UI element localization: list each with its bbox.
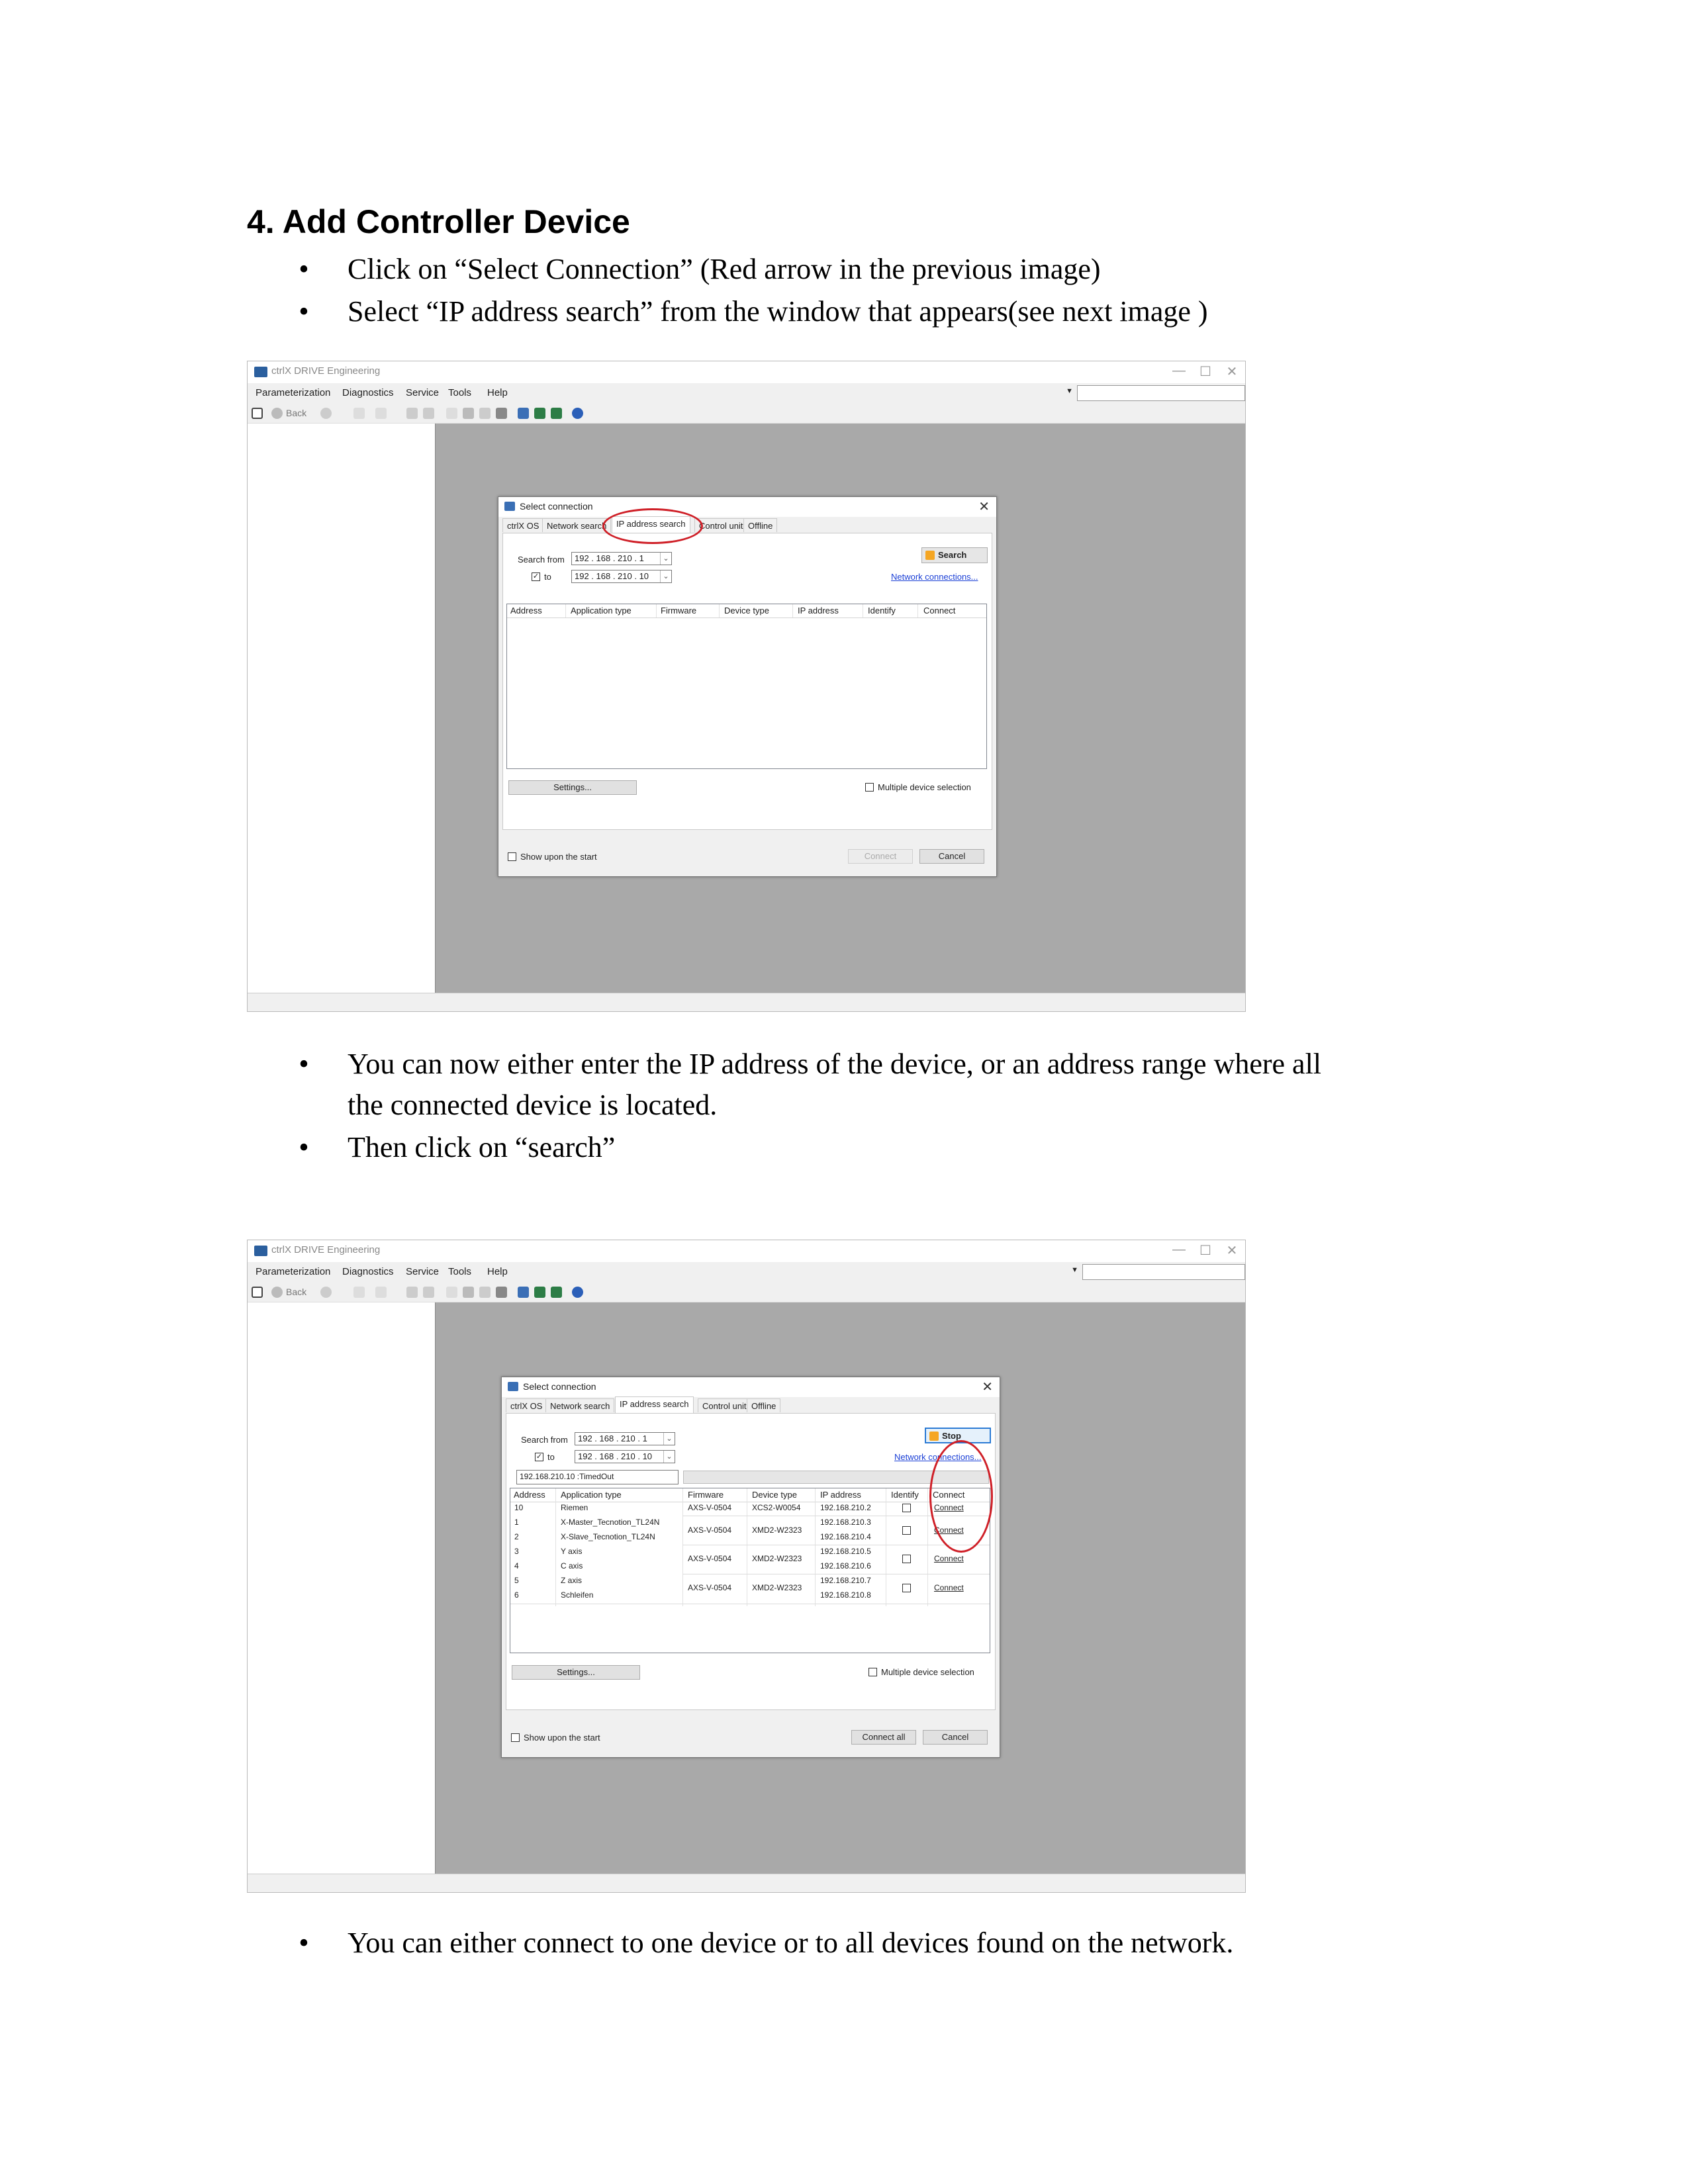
- grid-icon[interactable]: [496, 1287, 507, 1298]
- back-icon[interactable]: [271, 1287, 283, 1298]
- tab-ip-address-search[interactable]: IP address search: [612, 516, 690, 533]
- chevron-down-icon[interactable]: ⌄: [663, 1451, 675, 1463]
- column-connect[interactable]: Connect: [933, 1490, 965, 1500]
- window-titlebar: [248, 1240, 1245, 1262]
- search-to-value: 192 . 168 . 210 . 10: [575, 571, 649, 581]
- column-identify[interactable]: Identify: [891, 1490, 919, 1500]
- menu-bar: [248, 383, 1245, 403]
- cell-firmware: AXS-V-0504: [688, 1554, 732, 1563]
- column-divider: [815, 1488, 816, 1606]
- address-input[interactable]: [1082, 1264, 1245, 1280]
- identify-checkbox[interactable]: [902, 1584, 911, 1592]
- column-divider: [555, 1488, 556, 1606]
- column-application-type[interactable]: Application type: [561, 1490, 622, 1500]
- cell-application-type: Y axis: [561, 1547, 583, 1556]
- identify-checkbox[interactable]: [902, 1504, 911, 1512]
- column-connect[interactable]: Connect: [923, 606, 956, 615]
- column-firmware[interactable]: Firmware: [688, 1490, 724, 1500]
- arrow-icon[interactable]: [353, 1287, 365, 1298]
- select-connection-dialog: [498, 496, 997, 877]
- dialog-title: Select connection: [520, 501, 593, 512]
- status-bar: [248, 993, 1245, 1011]
- identify-checkbox[interactable]: [902, 1526, 911, 1535]
- menu-help[interactable]: Help: [487, 1266, 508, 1277]
- dialog-title: Select connection: [523, 1381, 596, 1392]
- tab-network-search[interactable]: Network search: [542, 518, 611, 532]
- bullet-dot: •: [299, 1927, 309, 1959]
- cell-ip-address: 192.168.210.4: [820, 1532, 871, 1541]
- bullet-dot: •: [299, 1048, 309, 1080]
- multiple-selection-label: Multiple device selection: [878, 782, 971, 792]
- section-heading: 4. Add Controller Device: [247, 203, 630, 240]
- menu-tools[interactable]: Tools: [448, 1266, 472, 1277]
- app-logo-icon: [254, 367, 267, 377]
- window-title: ctrlX DRIVE Engineering: [271, 1244, 381, 1255]
- cell-address: 3: [514, 1547, 519, 1556]
- connection-icon: [508, 1382, 518, 1391]
- app-window-screenshot-1: [247, 361, 1246, 1012]
- cell-address: 1: [514, 1518, 519, 1527]
- cell-address: 2: [514, 1532, 519, 1541]
- dialog-titlebar: [498, 497, 996, 517]
- menu-service[interactable]: Service: [406, 1266, 440, 1277]
- table-icon[interactable]: [479, 1287, 491, 1298]
- column-address[interactable]: Address: [514, 1490, 545, 1500]
- window-titlebar: [248, 361, 1245, 383]
- connect-icon[interactable]: [551, 408, 562, 419]
- status-bar: [248, 1874, 1245, 1892]
- search-to-value: 192 . 168 . 210 . 10: [578, 1451, 653, 1461]
- back-icon[interactable]: [271, 408, 283, 419]
- cell-address: 4: [514, 1561, 519, 1570]
- connect-link[interactable]: Connect: [934, 1525, 964, 1535]
- back-button[interactable]: Back: [286, 1287, 307, 1297]
- cell-application-type: X-Slave_Tecnotion_TL24N: [561, 1532, 655, 1541]
- tab-control-unit[interactable]: Control unit: [694, 518, 747, 532]
- search-button-label: Search: [938, 550, 967, 560]
- annotation-ring: [602, 508, 703, 544]
- online-icon[interactable]: [534, 408, 545, 419]
- search-from-input[interactable]: [571, 552, 672, 565]
- new-window-icon[interactable]: [252, 408, 263, 419]
- forward-icon[interactable]: [320, 408, 332, 419]
- tab-ctrlx-os[interactable]: ctrlX OS: [502, 518, 543, 532]
- search-icon: [925, 551, 935, 560]
- column-firmware[interactable]: Firmware: [661, 606, 697, 615]
- cancel-button[interactable]: Cancel: [919, 849, 984, 864]
- minimize-button[interactable]: —: [1172, 1242, 1186, 1257]
- upload-icon[interactable]: [406, 408, 418, 419]
- grid-header: [507, 604, 986, 618]
- online-icon[interactable]: [534, 1287, 545, 1298]
- column-divider: [917, 604, 918, 617]
- back-button[interactable]: Back: [286, 408, 307, 418]
- tab-offline[interactable]: Offline: [747, 1398, 780, 1412]
- cell-address: 5: [514, 1576, 519, 1585]
- cell-application-type: Riemen: [561, 1503, 588, 1512]
- network-connections-link[interactable]: Network connections...: [894, 1452, 982, 1462]
- cell-ip-address: 192.168.210.5: [820, 1547, 871, 1556]
- to-label: to: [547, 1452, 555, 1462]
- cell-device-type: XCS2-W0054: [752, 1503, 801, 1512]
- column-identify[interactable]: Identify: [868, 606, 896, 615]
- column-address[interactable]: Address: [510, 606, 542, 615]
- chevron-down-icon[interactable]: ▼: [1066, 387, 1073, 395]
- close-window-button[interactable]: ✕: [1226, 365, 1238, 379]
- minimize-button[interactable]: —: [1172, 363, 1186, 378]
- bullet-text: Then click on “search”: [348, 1131, 616, 1163]
- connect-link[interactable]: Connect: [934, 1554, 964, 1563]
- chevron-down-icon[interactable]: ⌄: [660, 553, 671, 565]
- column-divider: [927, 1488, 928, 1606]
- help-icon[interactable]: [572, 1287, 583, 1298]
- cell-device-type: XMD2-W2323: [752, 1525, 802, 1535]
- connect-icon[interactable]: [551, 1287, 562, 1298]
- tab-network-search[interactable]: Network search: [545, 1398, 614, 1412]
- close-icon[interactable]: ✕: [978, 500, 990, 514]
- search-from-label: Search from: [518, 555, 565, 565]
- search-button[interactable]: [921, 547, 988, 563]
- to-checkbox[interactable]: ✓: [536, 1453, 543, 1461]
- maximize-button[interactable]: ☐: [1199, 1244, 1211, 1258]
- cell-address: 6: [514, 1590, 519, 1600]
- stop-icon: [929, 1432, 939, 1441]
- arrow-icon[interactable]: [353, 408, 365, 419]
- column-device-type[interactable]: Device type: [752, 1490, 797, 1500]
- chevron-down-icon[interactable]: ▼: [1071, 1266, 1078, 1274]
- show-on-start-checkbox[interactable]: [511, 1733, 520, 1742]
- cell-firmware: AXS-V-0504: [688, 1503, 732, 1512]
- upload-icon[interactable]: [406, 1287, 418, 1298]
- connect-button[interactable]: Connect: [848, 849, 913, 864]
- cancel-button[interactable]: Cancel: [923, 1730, 988, 1745]
- connection-icon: [504, 502, 515, 511]
- select-connection-dialog: [501, 1377, 1000, 1758]
- menu-service[interactable]: Service: [406, 387, 440, 398]
- tab-panel: [506, 1413, 996, 1710]
- connect-all-button[interactable]: Connect all: [851, 1730, 916, 1745]
- column-divider: [565, 604, 566, 617]
- bullet-dot: •: [299, 295, 309, 328]
- network-connections-link[interactable]: Network connections...: [891, 572, 978, 582]
- multiple-selection-checkbox[interactable]: [865, 783, 874, 792]
- cell-address: 10: [514, 1503, 524, 1512]
- dialog-titlebar: [502, 1377, 1000, 1397]
- star-icon[interactable]: [446, 1287, 457, 1298]
- bullet-text: Select “IP address search” from the window that appears(see next image ): [348, 295, 1208, 328]
- search-icon[interactable]: [463, 1287, 474, 1298]
- bullet-text: Click on “Select Connection” (Red arrow in the previous image): [348, 253, 1101, 285]
- stop-button-label: Stop: [942, 1431, 961, 1441]
- cell-device-type: XMD2-W2323: [752, 1583, 802, 1592]
- menu-diagnostics[interactable]: Diagnostics: [342, 1266, 394, 1277]
- app-window-screenshot-2: [247, 1240, 1246, 1893]
- arrow-icon[interactable]: [375, 1287, 387, 1298]
- tab-ip-address-search[interactable]: IP address search: [615, 1396, 694, 1413]
- navigation-pane: [248, 424, 436, 993]
- address-input[interactable]: [1077, 385, 1245, 401]
- bullet-text: the connected device is located.: [348, 1089, 718, 1121]
- search-status-field: 192.168.210.10 :TimedOut: [516, 1470, 679, 1484]
- multiple-selection-label: Multiple device selection: [881, 1667, 974, 1677]
- identify-checkbox[interactable]: [902, 1555, 911, 1563]
- cell-firmware: AXS-V-0504: [688, 1583, 732, 1592]
- search-from-value: 192 . 168 . 210 . 1: [578, 1433, 647, 1443]
- column-ip-address[interactable]: IP address: [820, 1490, 861, 1500]
- chevron-down-icon[interactable]: ⌄: [660, 570, 671, 582]
- chevron-down-icon[interactable]: ⌄: [663, 1433, 675, 1445]
- results-grid[interactable]: [510, 1488, 990, 1653]
- menu-help[interactable]: Help: [487, 387, 508, 398]
- cell-device-type: XMD2-W2323: [752, 1554, 802, 1563]
- grid-header: [510, 1488, 990, 1502]
- show-on-start-label: Show upon the start: [524, 1733, 600, 1743]
- cell-application-type: C axis: [561, 1561, 583, 1570]
- cell-ip-address: 192.168.210.6: [820, 1561, 871, 1570]
- settings-button[interactable]: Settings...: [512, 1665, 640, 1680]
- cell-application-type: Z axis: [561, 1576, 583, 1585]
- maximize-button[interactable]: ☐: [1199, 365, 1211, 379]
- multiple-selection-checkbox[interactable]: [868, 1668, 877, 1676]
- cell-ip-address: 192.168.210.3: [820, 1518, 871, 1527]
- cell-application-type: X-Master_Tecnotion_TL24N: [561, 1518, 660, 1527]
- cell-firmware: AXS-V-0504: [688, 1525, 732, 1535]
- download-icon[interactable]: [423, 408, 434, 419]
- tab-control-unit[interactable]: Control unit: [698, 1398, 751, 1412]
- column-application-type[interactable]: Application type: [571, 606, 632, 615]
- search-from-label: Search from: [521, 1435, 568, 1445]
- select-connection-icon[interactable]: [518, 1287, 529, 1298]
- column-divider: [719, 604, 720, 617]
- menu-diagnostics[interactable]: Diagnostics: [342, 387, 394, 398]
- cell-ip-address: 192.168.210.2: [820, 1503, 871, 1512]
- navigation-pane: [248, 1302, 436, 1874]
- search-icon[interactable]: [463, 408, 474, 419]
- to-checkbox[interactable]: ✓: [532, 572, 539, 580]
- help-icon[interactable]: [572, 408, 583, 419]
- search-to-input[interactable]: [571, 570, 672, 583]
- cell-application-type: Schleifen: [561, 1590, 594, 1600]
- app-logo-icon: [254, 1246, 267, 1256]
- forward-icon[interactable]: [320, 1287, 332, 1298]
- close-window-button[interactable]: ✕: [1226, 1244, 1238, 1258]
- menu-bar: [248, 1262, 1245, 1282]
- cell-ip-address: 192.168.210.7: [820, 1576, 871, 1585]
- bullet-text: You can now either enter the IP address of the device, or an address range where all: [348, 1048, 1322, 1080]
- column-divider: [656, 604, 657, 617]
- search-to-input[interactable]: [575, 1450, 675, 1463]
- table-icon[interactable]: [479, 408, 491, 419]
- bullet-dot: •: [299, 1131, 309, 1163]
- bullet-dot: •: [299, 253, 309, 285]
- arrow-icon[interactable]: [375, 408, 387, 419]
- to-label: to: [544, 572, 551, 582]
- tab-panel: [502, 533, 992, 830]
- results-grid[interactable]: [506, 604, 987, 769]
- menu-parameterization[interactable]: Parameterization: [256, 387, 331, 398]
- tab-offline[interactable]: Offline: [743, 518, 777, 532]
- column-device-type[interactable]: Device type: [724, 606, 769, 615]
- toolbar: [248, 403, 1245, 424]
- column-ip-address[interactable]: IP address: [798, 606, 839, 615]
- grid-icon[interactable]: [496, 408, 507, 419]
- download-icon[interactable]: [423, 1287, 434, 1298]
- menu-parameterization[interactable]: Parameterization: [256, 1266, 331, 1277]
- connect-link[interactable]: Connect: [934, 1583, 964, 1592]
- settings-button[interactable]: Settings...: [508, 780, 637, 795]
- cell-ip-address: 192.168.210.8: [820, 1590, 871, 1600]
- search-from-value: 192 . 168 . 210 . 1: [575, 553, 644, 563]
- column-divider: [682, 1488, 683, 1606]
- show-on-start-checkbox[interactable]: [508, 852, 516, 861]
- bullet-text: You can either connect to one device or to all devices found on the network.: [348, 1927, 1234, 1959]
- toolbar: [248, 1282, 1245, 1302]
- show-on-start-label: Show upon the start: [520, 852, 597, 862]
- tab-ctrlx-os[interactable]: ctrlX OS: [506, 1398, 547, 1412]
- new-window-icon[interactable]: [252, 1287, 263, 1298]
- star-icon[interactable]: [446, 408, 457, 419]
- close-icon[interactable]: ✕: [982, 1380, 993, 1394]
- column-divider: [792, 604, 793, 617]
- window-title: ctrlX DRIVE Engineering: [271, 365, 381, 377]
- menu-tools[interactable]: Tools: [448, 387, 472, 398]
- connect-link[interactable]: Connect: [934, 1503, 964, 1512]
- search-from-input[interactable]: [575, 1432, 675, 1445]
- annotation-ring: [929, 1440, 993, 1553]
- select-connection-icon[interactable]: [518, 408, 529, 419]
